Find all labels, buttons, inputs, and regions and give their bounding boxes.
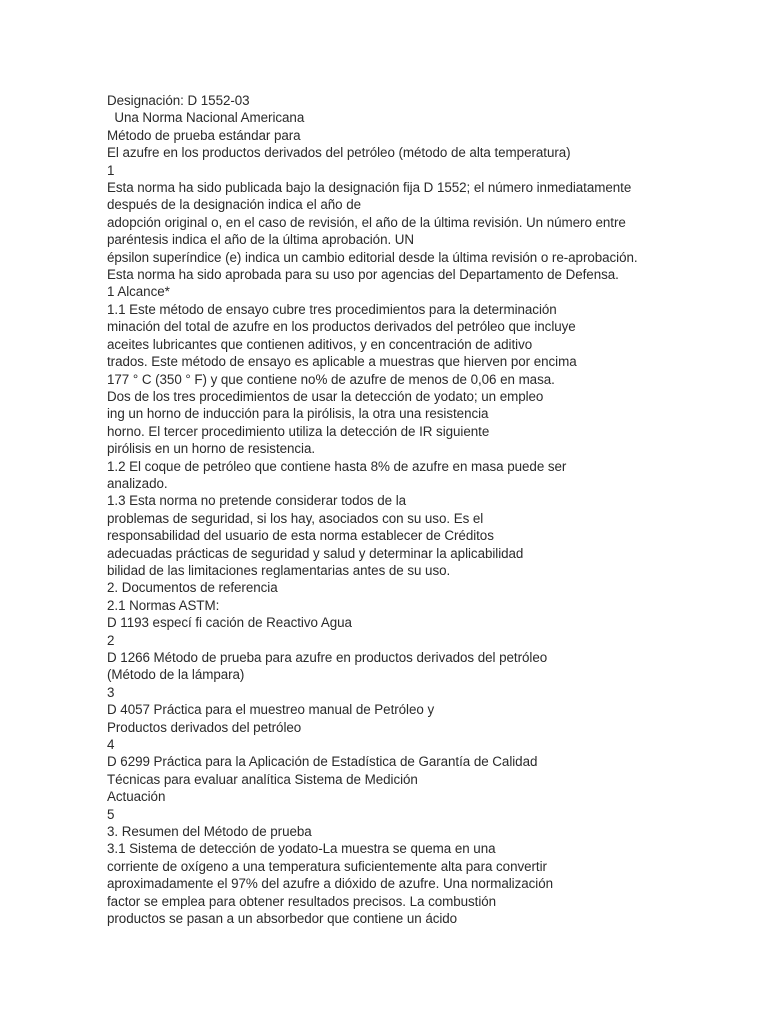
footnote-marker: 4: [107, 737, 115, 753]
text-line: aproximadamente el 97% del azufre a dióxido de azufre. Una normalización: [107, 876, 553, 892]
text-line: corriente de oxígeno a una temperatura suficientemente alta para convertir: [107, 858, 547, 874]
text-line: responsabilidad del usuario de esta norma establecer de Créditos: [107, 528, 494, 544]
reference-item: Técnicas para evaluar analítica Sistema de Medición: [107, 771, 418, 787]
reference-item: Actuación: [107, 789, 166, 805]
footnote-marker: 1: [107, 162, 115, 178]
section-heading-references: 2. Documentos de referencia: [107, 580, 278, 596]
method-title-line: Método de prueba estándar para: [107, 127, 301, 143]
text-line: adecuadas prácticas de seguridad y salud y determinar la aplicabilidad: [107, 545, 524, 561]
text-line: paréntesis indica el año de la última aprobación. UN: [107, 232, 415, 248]
text-line: pirólisis en un horno de resistencia.: [107, 441, 316, 457]
text-line: Dos de los tres procedimientos de usar la detección de yodato; un empleo: [107, 388, 544, 404]
text-line: problemas de seguridad, si los hay, asociados con su uso. Es el: [107, 510, 484, 526]
text-line: 1.1 Este método de ensayo cubre tres procedimientos para la determinación: [107, 301, 557, 317]
text-line: 1.3 Esta norma no pretende considerar todos de la: [107, 493, 407, 509]
reference-item: D 1266 Método de prueba para azufre en productos derivados del petróleo: [107, 650, 548, 665]
reference-item: D 4057 Práctica para el muestreo manual de Petróleo y: [107, 702, 435, 718]
section-heading-summary: 3. Resumen del Método de prueba: [107, 824, 312, 840]
text-line: 177 ° C (350 ° F) y que contiene no% de azufre de menos de 0,06 en masa.: [107, 371, 555, 387]
text-line: Esta norma ha sido aprobada para su uso por agencias del Departamento de Defensa.: [107, 267, 619, 283]
reference-item: D 1193 especí fi cación de Reactivo Agua: [107, 615, 352, 631]
reference-item: (Método de la lámpara): [107, 667, 245, 683]
footnote-marker: 2: [107, 632, 115, 648]
section-heading-scope: 1 Alcance*: [107, 284, 170, 300]
text-line: aceites lubricantes que contienen aditivos, y en concentración de aditivo: [107, 336, 533, 352]
national-standard-line: Una Norma Nacional Americana: [107, 110, 305, 126]
text-line: analizado.: [107, 475, 168, 491]
designation-line: Designación: D 1552-03: [107, 93, 250, 108]
document-body: [107, 92, 747, 928]
text-line: factor se emplea para obtener resultados precisos. La combustión: [107, 893, 497, 909]
subsection-heading: 2.1 Normas ASTM:: [107, 597, 220, 613]
reference-item: D 6299 Práctica para la Aplicación de Estadística de Garantía de Calidad: [107, 754, 538, 770]
text-line: ing un horno de inducción para la pirólisis, la otra una resistencia: [107, 406, 489, 422]
reference-item: Productos derivados del petróleo: [107, 719, 302, 735]
text-line: adopción original o, en el caso de revisión, el año de la última revisión. Un número entre: [107, 214, 626, 230]
text-line: 3.1 Sistema de detección de yodato-La muestra se quema en una: [107, 841, 496, 857]
text-line: bilidad de las limitaciones reglamentarias antes de su uso.: [107, 562, 451, 578]
text-line: después de la designación indica el año de: [107, 197, 362, 213]
text-line: épsilon superíndice (e) indica un cambio editorial desde la última revisión o re-aprobación.: [107, 249, 638, 265]
text-line: Esta norma ha sido publicada bajo la designación fija D 1552; el número inmediatamente: [107, 180, 632, 196]
footnote-marker: 3: [107, 684, 115, 700]
text-line: minación del total de azufre en los productos derivados del petróleo que incluye: [107, 319, 576, 335]
footnote-marker: 5: [107, 806, 115, 822]
text-line: 1.2 El coque de petróleo que contiene hasta 8% de azufre en masa puede ser: [107, 458, 567, 474]
document-title: El azufre en los productos derivados del petróleo (método de alta temperatura): [107, 145, 571, 161]
text-line: productos se pasan a un absorbedor que contiene un ácido: [107, 911, 458, 927]
text-line: trados. Este método de ensayo es aplicable a muestras que hierven por encima: [107, 354, 577, 370]
text-line: horno. El tercer procedimiento utiliza la detección de IR siguiente: [107, 423, 490, 439]
